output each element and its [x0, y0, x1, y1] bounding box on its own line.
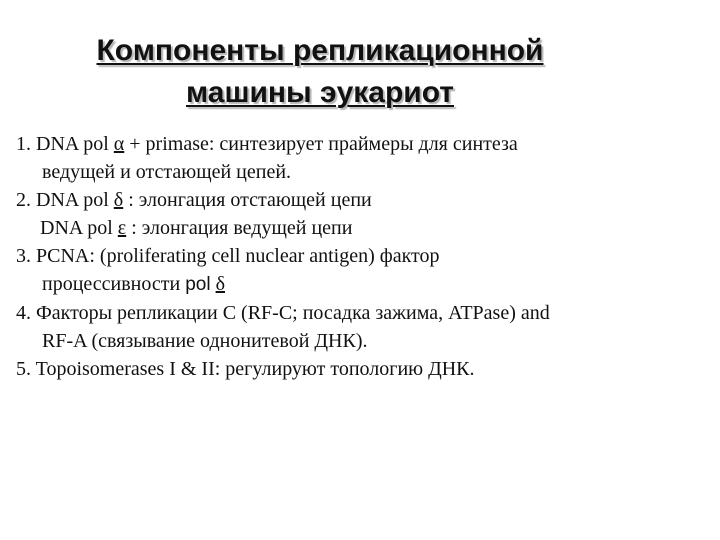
list-item-2b [16, 214, 706, 242]
list-item-2 [16, 186, 706, 214]
slide-body [16, 130, 706, 383]
list-item-5 [16, 355, 706, 383]
item-2-text-a: 2. DNA pol [16, 189, 114, 211]
item-1-continuation: ведущей и отстающей цепей. [42, 161, 292, 183]
item-2b-text-a: DNA pol [40, 217, 118, 239]
title-line-1: Компоненты репликационной [96, 34, 544, 67]
item-2-text-b: : элонгация отстающей цепи [123, 189, 372, 211]
item-2b-text-b: : элонгация ведущей цепи [126, 217, 353, 239]
item-5-text-a: 5. Topoisomerases I & II: регулируют топологию ДНК. [16, 358, 475, 380]
list-item-1 [16, 130, 706, 186]
item-3-text-a: 3. PCNA: (proliferating cell nuclear antigen) фактор [16, 245, 440, 267]
item-3-pol: pol [185, 274, 211, 295]
item-3-cont-text: процессивности [42, 273, 186, 295]
item-3-continuation [16, 270, 706, 299]
title-line-2: машины эукариот [186, 76, 454, 109]
item-4-text-a: 4. Факторы репликации С (RF-C; посадка зажима, ATPase) and [16, 302, 550, 324]
item-4-continuation: RF-A (связывание однонитевой ДНК). [42, 330, 368, 352]
greek-epsilon: ε [117, 217, 127, 239]
greek-delta: δ [113, 189, 124, 211]
item-1-text-a: 1. DNA pol [16, 133, 114, 155]
item-1-text-b: + primase: синтезирует праймеры для синтеза [124, 133, 518, 155]
greek-delta-2: δ [215, 273, 225, 295]
slide-title [0, 30, 640, 114]
list-item-4 [16, 299, 706, 355]
greek-alpha: α [113, 133, 125, 155]
list-item-3 [16, 242, 706, 299]
